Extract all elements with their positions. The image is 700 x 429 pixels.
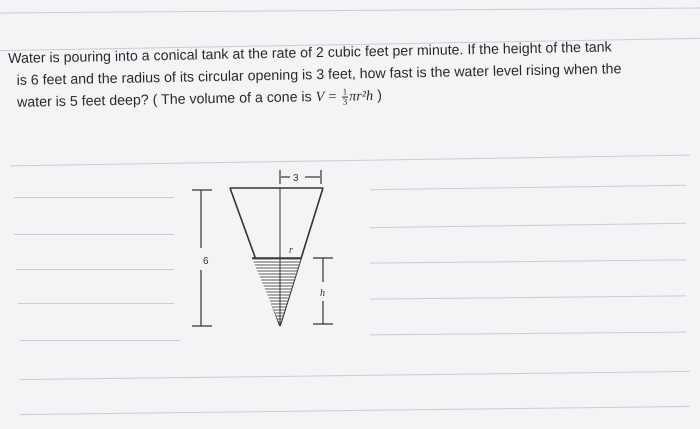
problem-line-1: Water is pouring into a conical tank at the rate of 2 cubic feet per minute. If the height of the tank bbox=[8, 39, 612, 67]
formula-lhs: V = bbox=[315, 88, 338, 106]
ruled-line bbox=[370, 332, 686, 336]
fraction-denominator: 3 bbox=[342, 96, 348, 107]
problem-statement bbox=[8, 35, 693, 114]
radius-label: 3 bbox=[293, 173, 299, 184]
formula-fraction bbox=[342, 88, 349, 107]
radius-dimension bbox=[280, 170, 321, 184]
ruled-line bbox=[16, 269, 174, 270]
height-label: 6 bbox=[203, 256, 209, 267]
fraction-numerator: 1 bbox=[342, 86, 348, 97]
ruled-line bbox=[14, 234, 174, 235]
ruled-line bbox=[370, 185, 686, 190]
height-bracket bbox=[192, 190, 212, 326]
ruled-line bbox=[20, 340, 180, 341]
ruled-line bbox=[20, 406, 690, 415]
cone-diagram bbox=[180, 160, 350, 335]
ruled-line bbox=[370, 223, 686, 228]
problem-line-3-text: water is 5 feet deep? ( The volume of a cone is bbox=[16, 89, 312, 111]
ruled-line bbox=[370, 259, 686, 263]
water-radius-label: r bbox=[289, 245, 293, 256]
volume-formula bbox=[316, 88, 374, 105]
ruled-line bbox=[18, 303, 174, 304]
ruled-line bbox=[20, 371, 690, 380]
formula-rhs: πr²h bbox=[349, 87, 374, 105]
water-fill bbox=[250, 258, 305, 328]
ruled-line bbox=[14, 197, 174, 198]
ruled-line bbox=[0, 8, 700, 14]
closing-paren: ) bbox=[373, 87, 383, 104]
water-height-label: h bbox=[320, 288, 325, 299]
problem-line-2: is 6 feet and the radius of its circular opening is 3 feet, how fast is the water level rising when the bbox=[16, 61, 622, 89]
ruled-line bbox=[370, 295, 686, 299]
